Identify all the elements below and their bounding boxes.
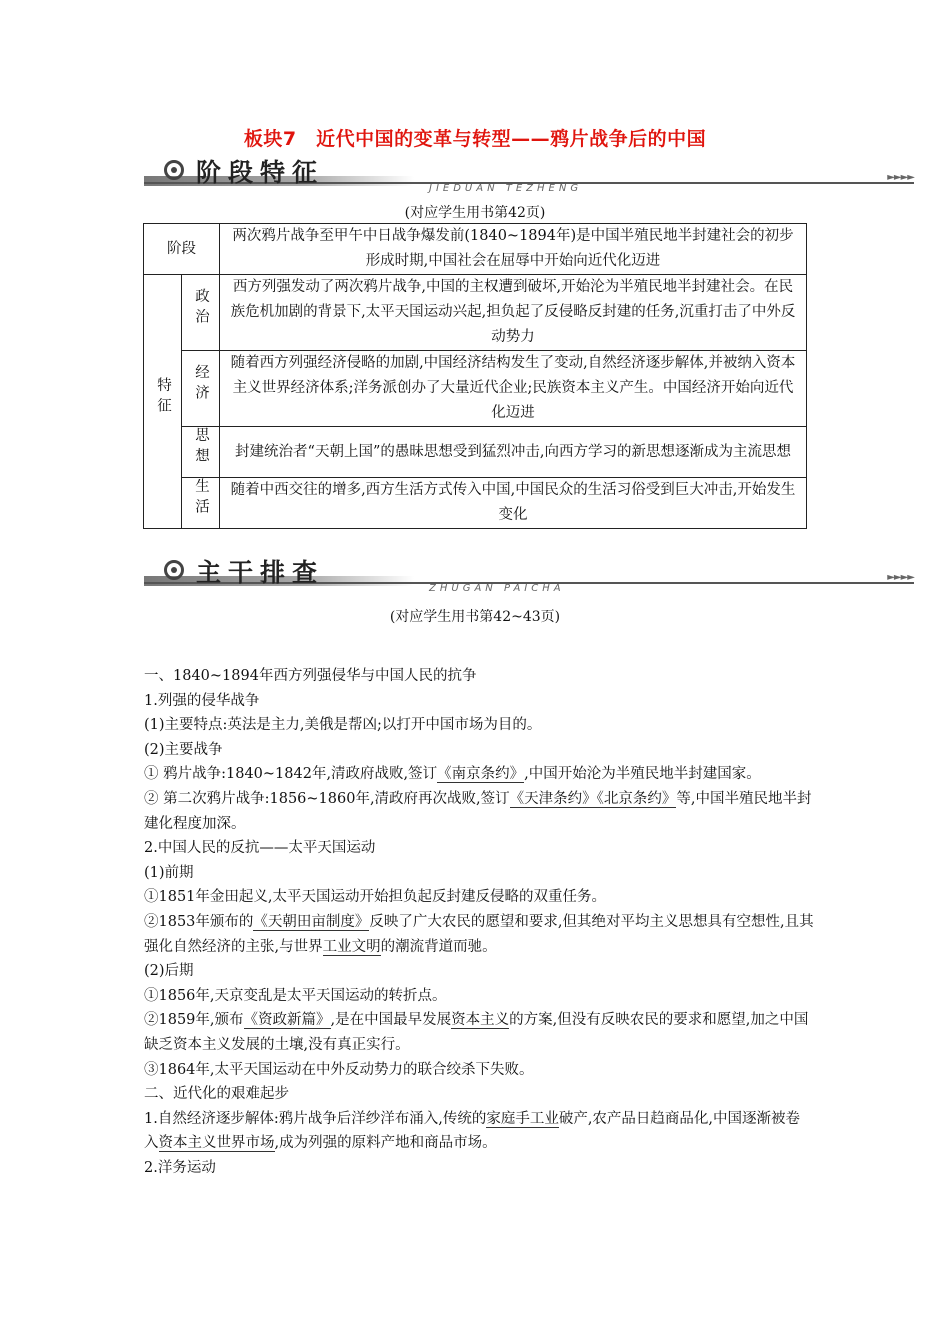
row-label-text: 政治	[193, 287, 209, 329]
row-text: 随着中西交往的增多,西方生活方式传入中国,中国民众的生活习俗受到巨大冲击,开始发生变化	[220, 478, 807, 529]
key-term: 《天朝田亩制度》	[253, 913, 370, 930]
text: ,成为列强的原料产地和商品市场。	[274, 1135, 497, 1152]
key-term: 家庭手工业	[486, 1110, 559, 1127]
text: ②1859年,颁布	[144, 1012, 244, 1029]
table-row	[144, 224, 807, 275]
target-icon	[164, 160, 184, 180]
text: ,是在中国最早发展	[330, 1012, 452, 1029]
section-pinyin: JIEDUAN TEZHENG	[429, 183, 583, 194]
row-label-text: 经济	[193, 363, 209, 405]
subheading: 2.中国人民的反抗——太平天国运动	[144, 840, 376, 857]
row-label-text: 思想	[193, 427, 209, 468]
text: 1.自然经济逐步解体:鸦片战争后洋纱洋布涌入,传统的	[144, 1110, 487, 1127]
row-label	[182, 478, 220, 529]
text: 破产,农产品日趋商品化,中国逐渐被卷入	[144, 1110, 801, 1152]
paragraph	[144, 910, 814, 959]
page-reference: (对应学生用书第42页)	[404, 205, 546, 221]
key-term: 《南京条约》	[437, 766, 525, 783]
row-label	[182, 275, 220, 351]
table-row	[144, 351, 807, 427]
page-title: 板块7 近代中国的变革与转型——鸦片战争后的中国	[243, 128, 707, 150]
paragraph: ①1851年金田起义,太平天国运动开始担负起反封建反侵略的双重任务。	[144, 889, 607, 906]
stage-label: 阶段	[144, 224, 220, 275]
paragraph: ③1864年,太平天国运动在中外反动势力的联合绞杀下失败。	[144, 1061, 534, 1078]
text: ① 鸦片战争:1840~1842年,清政府战败,签订	[144, 766, 438, 783]
table-row	[144, 478, 807, 529]
paragraph: (2)后期	[144, 963, 194, 980]
paragraph	[144, 787, 814, 836]
table-row	[144, 427, 807, 478]
section-banner-main	[144, 556, 914, 594]
key-term: 《资政新篇》	[243, 1012, 331, 1029]
paragraph: (1)前期	[144, 864, 194, 881]
row-label-text: 生活	[193, 478, 209, 519]
text: 反映了广大农民的愿望和要求,但其绝对平均主义思想具有空想性,且其强化自然经济的主张,与世界	[144, 913, 814, 955]
text: ,中国开始沦为半殖民地半封建国家。	[524, 766, 761, 783]
paragraph: (1)主要特点:英法是主力,美俄是帮凶;以打开中国市场为目的。	[144, 717, 542, 734]
text: ② 第二次鸦片战争:1856~1860年,清政府再次战败,签订	[144, 790, 510, 807]
text: 的潮流背道而驰。	[380, 938, 497, 955]
text: ②1853年颁布的	[144, 913, 254, 930]
paragraph	[144, 1008, 814, 1057]
row-text: 西方列强发动了两次鸦片战争,中国的主权遭到破坏,开始沦为半殖民地半封建社会。在民族危机加剧的背景下,太平天国运动兴起,担负起了反侵略反封建的任务,沉重打击了中外反动势力	[220, 275, 807, 351]
text: 等,中国半殖民地半封建化程度加深。	[144, 790, 812, 832]
text: 的方案,但没有反映农民的要求和愿望,加之中国缺乏资本主义发展的土壤,没有真正实行。	[144, 1012, 809, 1053]
feature-table	[143, 223, 807, 529]
subheading: 1.列强的侵华战争	[144, 692, 260, 709]
section-heading: 阶段特征	[196, 158, 325, 187]
key-term: 资本主义	[451, 1012, 510, 1029]
heading-1: 二、近代化的艰难起步	[144, 1086, 289, 1103]
feature-label-text: 特征	[155, 376, 171, 418]
key-term: 《北京条约》	[596, 790, 677, 807]
paragraph: (2)主要战争	[144, 741, 223, 758]
paragraph: ①1856年,天京变乱是太平天国运动的转折点。	[144, 987, 447, 1004]
feature-label	[144, 275, 182, 529]
key-term: 《天津条约》	[509, 790, 597, 807]
paragraph	[144, 762, 814, 787]
section-banner-stage	[144, 156, 914, 194]
key-term: 工业文明	[322, 938, 381, 955]
subheading: 2.洋务运动	[144, 1159, 216, 1176]
content-body	[144, 664, 814, 1180]
paragraph	[144, 1107, 814, 1156]
page-reference: (对应学生用书第42~43页)	[389, 609, 561, 625]
arrows-icon: ►►►►	[887, 172, 914, 183]
section-heading: 主干排查	[196, 558, 325, 587]
target-icon	[164, 560, 184, 580]
arrows-icon: ►►►►	[887, 572, 914, 583]
row-text: 封建统治者“天朝上国”的愚昧思想受到猛烈冲击,向西方学习的新思想逐渐成为主流思想	[220, 427, 807, 478]
table-row	[144, 275, 807, 351]
section-pinyin: ZHUGAN PAICHA	[429, 583, 565, 594]
key-term: 资本主义世界市场	[158, 1135, 275, 1152]
row-text: 随着西方列强经济侵略的加剧,中国经济结构发生了变动,自然经济逐步解体,并被纳入资本主义世界经济体系;洋务派创办了大量近代企业;民族资本主义产生。中国经济开始向近代化迈进	[220, 351, 807, 427]
row-label	[182, 351, 220, 427]
heading-1: 一、1840~1894年西方列强侵华与中国人民的抗争	[144, 668, 477, 684]
row-label	[182, 427, 220, 478]
stage-text: 两次鸦片战争至甲午中日战争爆发前(1840~1894年)是中国半殖民地半封建社会的初步形成时期,中国社会在屈辱中开始向近代化迈进	[220, 224, 807, 275]
